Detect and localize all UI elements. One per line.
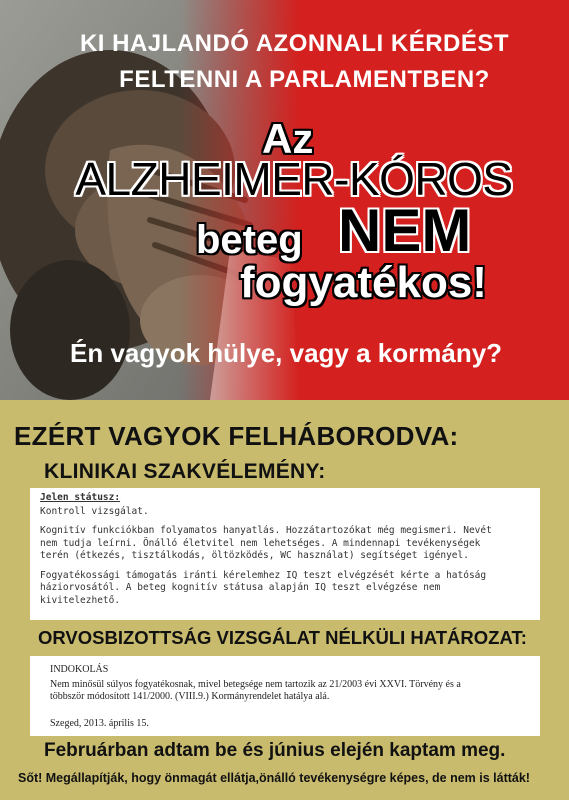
- clinical-report-excerpt: [30, 488, 540, 620]
- report-paragraph-3: Fogyatékossági támogatás iránti kérelemhez IQ teszt elvégzését kérte a hatóság háziorvosától. A beteg kognitív státusa alapján IQ teszt elvégzése nem kivitelezhető.: [40, 569, 487, 606]
- footer-line-2: Sőt! Megállapítják, hogy önmagát ellátja,önálló tevékenységre képes, de nem is látták!: [18, 771, 530, 785]
- report-title: Jelen státusz:: [40, 492, 121, 503]
- question-line-2: FELTENNI A PARLAMENTBEN?: [119, 66, 490, 93]
- headline-fogyatekos: fogyatékos!: [240, 258, 487, 307]
- subline: Én vagyok hülye, vagy a kormány?: [70, 338, 503, 368]
- decision-body: Nem minősül súlyos fogyatékosnak, mivel betegsége nem tartozik az 21/2003 évi XXVI. Törvény és a többször módosított 141/2000. (VIII.9.) Kormányrendelet hatálya alá.: [50, 679, 461, 702]
- report-paragraph-2: Kognitív funkciókban folyamatos hanyatlás. Hozzátartozókat még megismeri. Nevét nem tudja leírni. Önálló életvitel nem lehetséges. A mindennapi tevékenységek terén (étkezés, tisztálkodás, öltözködés, WC használat) segítséget igényel.: [40, 525, 492, 561]
- heading-ezert: EZÉRT VAGYOK FELHÁBORODVA:: [14, 421, 459, 451]
- decision-date: Szeged, 2013. április 15.: [50, 718, 149, 729]
- headline-nem: NEM: [338, 197, 472, 264]
- heading-orvosbizottsag: ORVOSBIZOTTSÁG VIZSGÁLAT NÉLKÜLI HATÁROZAT:: [38, 627, 527, 648]
- footer-line-1: Februárban adtam be és június elején kaptam meg.: [44, 740, 506, 761]
- question-line-1: KI HAJLANDÓ AZONNALI KÉRDÉST: [79, 30, 510, 57]
- headline-beteg: beteg: [196, 218, 303, 262]
- decision-title: INDOKOLÁS: [50, 664, 109, 675]
- headline-alzheimer: ALZHEIMER-KÓROS: [75, 153, 513, 205]
- heading-klinikai: KLINIKAI SZAKVÉLEMÉNY:: [44, 460, 326, 483]
- decision-excerpt: [30, 656, 540, 736]
- report-paragraph-1: Kontroll vizsgálat.: [40, 505, 149, 517]
- headline-az: Az: [262, 115, 314, 162]
